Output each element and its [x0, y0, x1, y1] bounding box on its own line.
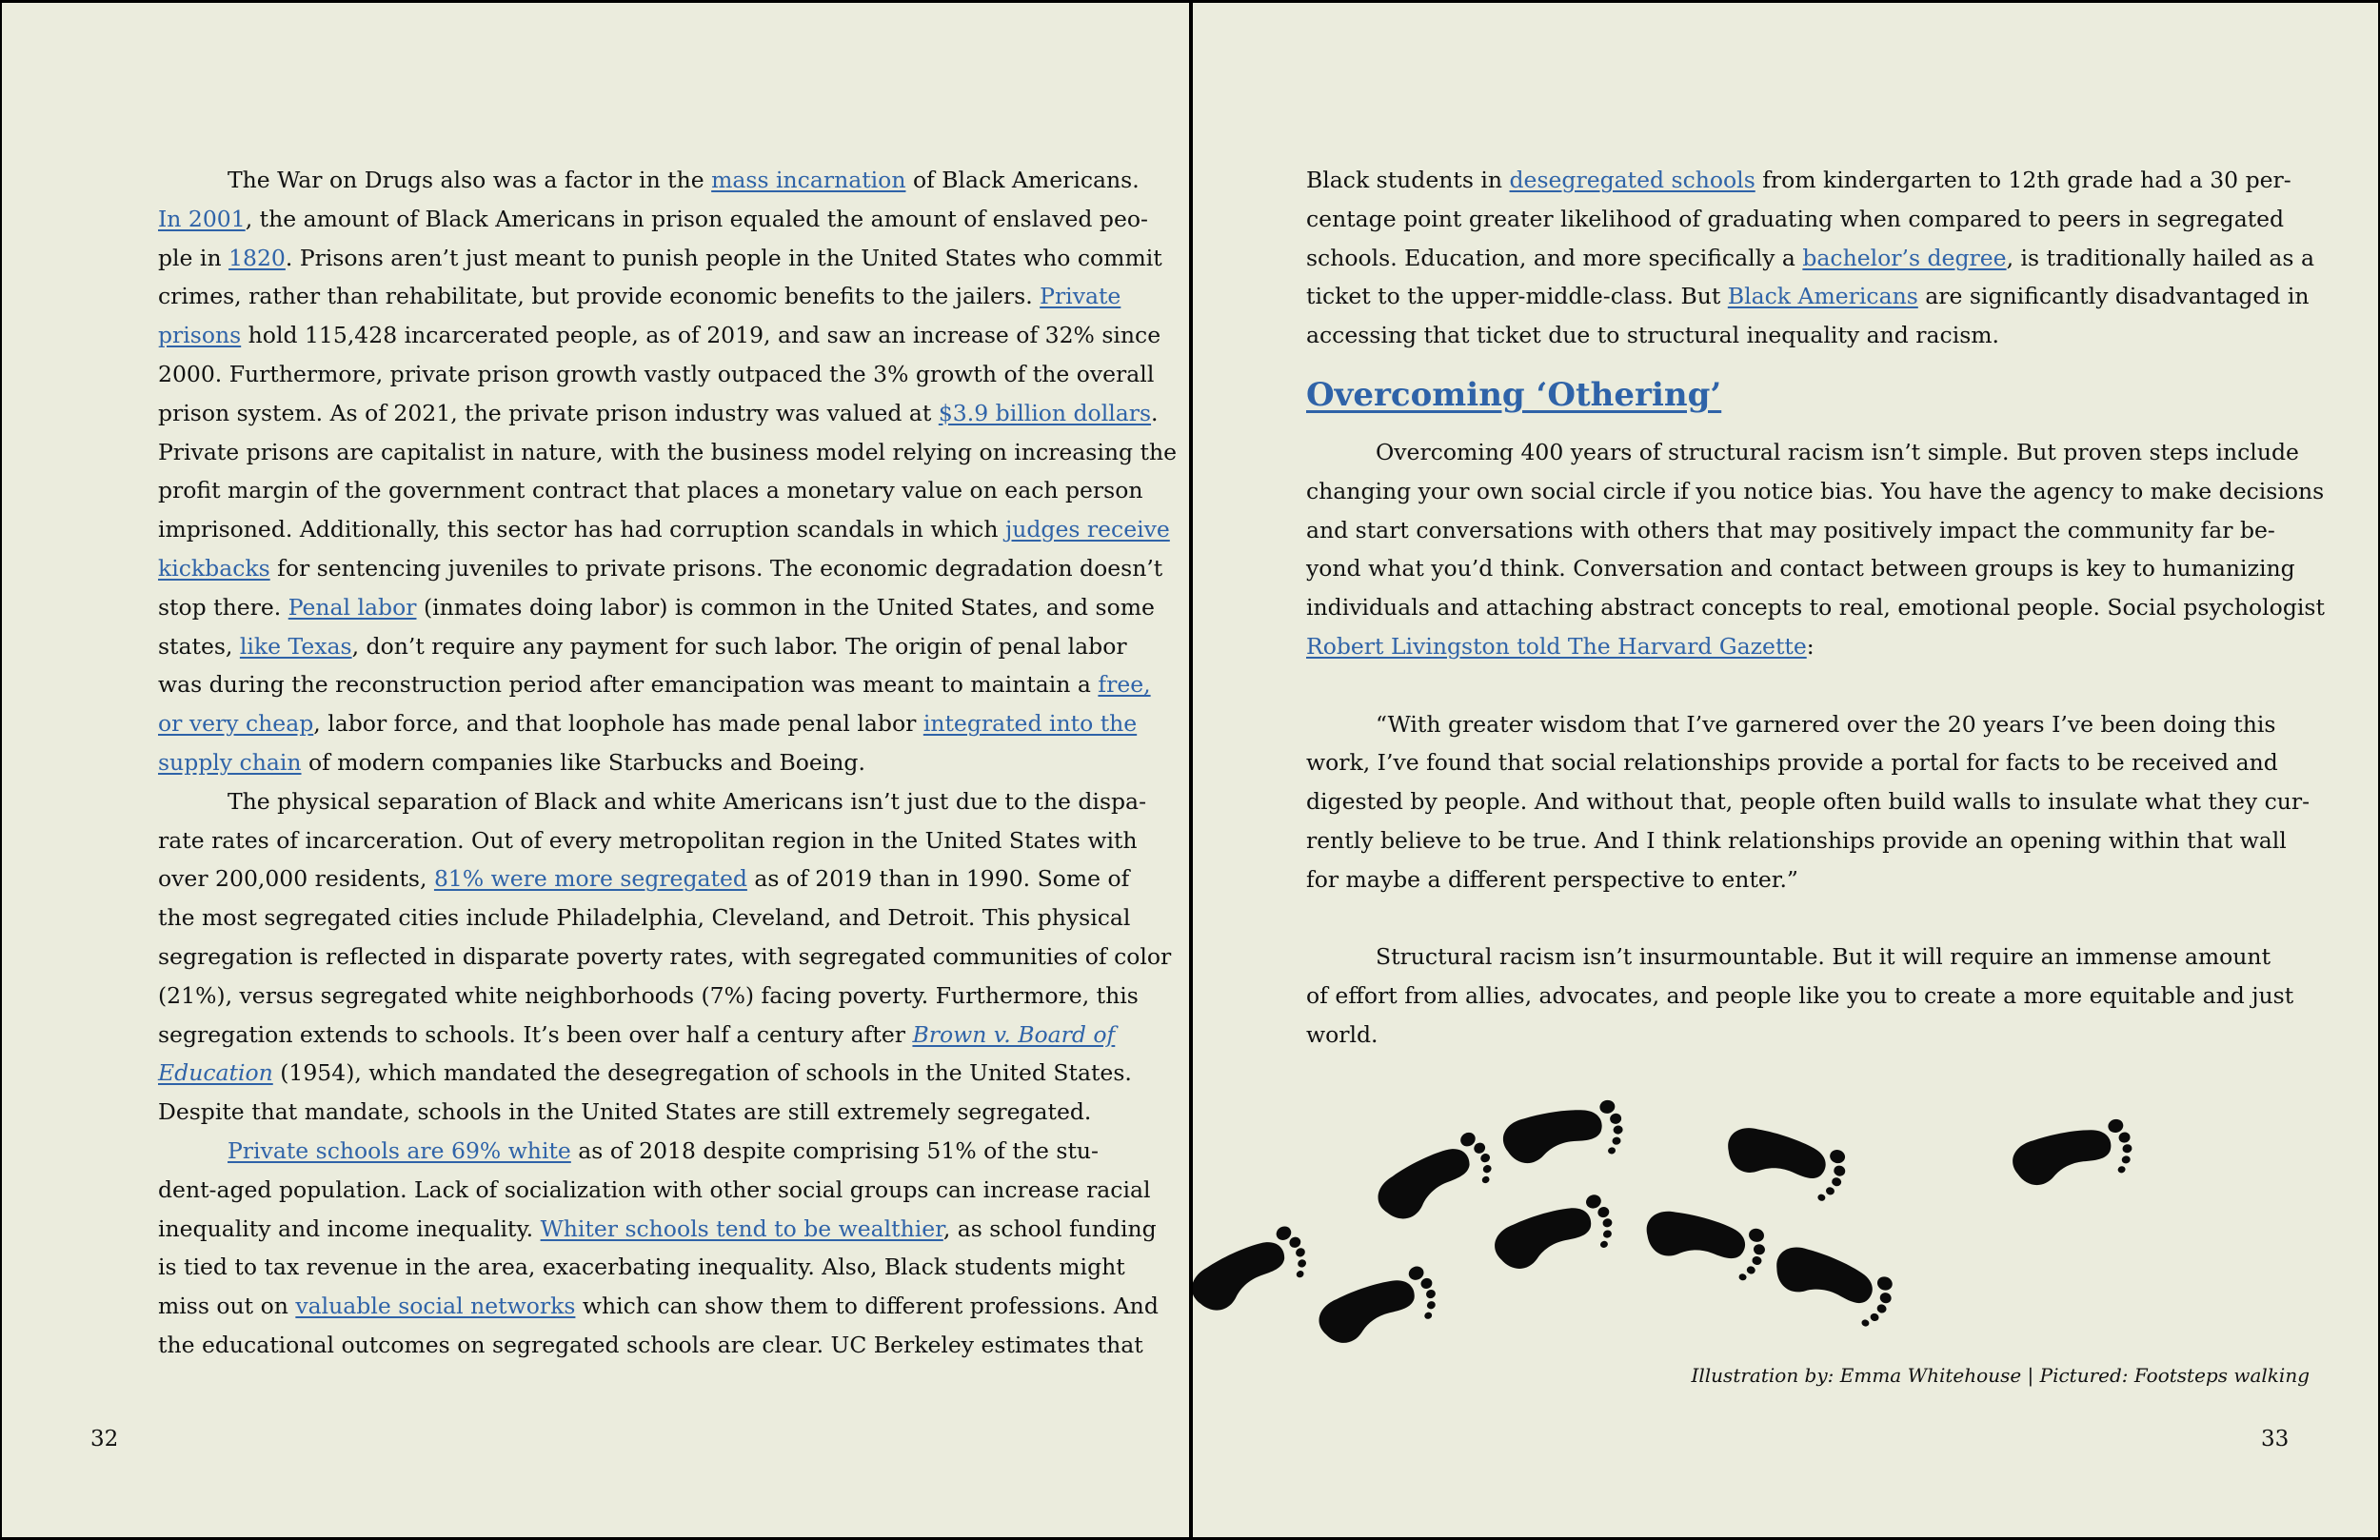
text-run: centage point greater likelihood of graduating when compared to peers in segregated — [1306, 205, 2285, 232]
text-line — [158, 316, 1161, 355]
hyperlink[interactable]: supply chain — [158, 748, 302, 776]
text-line — [158, 898, 1131, 938]
text-run: is tied to tax revenue in the area, exacerbating inequality. Also, Black students might — [158, 1254, 1125, 1281]
hyperlink[interactable]: Brown v. Board of — [912, 1020, 1116, 1048]
text-run: as of 2018 despite comprising 51% of the stu- — [570, 1136, 1099, 1164]
page-number-left: 32 — [90, 1427, 119, 1451]
text-line — [158, 239, 1162, 278]
section-heading[interactable]: Overcoming ‘Othering’ — [1306, 375, 1722, 414]
text-line — [158, 938, 1172, 977]
hyperlink[interactable]: Whiter schools tend to be wealthier — [540, 1214, 943, 1242]
text-line — [1306, 200, 2285, 239]
text-run: over 200,000 residents, — [158, 865, 434, 893]
text-run: , labor force, and that loophole has made penal labor — [313, 710, 923, 738]
text-line — [1306, 433, 2299, 472]
text-line — [1306, 705, 2276, 744]
text-line — [158, 355, 1155, 394]
text-line — [1306, 938, 2271, 977]
intro-paragraph — [1306, 161, 2314, 355]
footprints-icon — [1193, 1097, 2378, 1364]
text-run: rate rates of incarceration. Out of every metropolitan region in the United States with — [158, 826, 1138, 854]
text-run: Black students in — [1306, 167, 1510, 193]
text-run: work, I’ve found that social relationships provide a portal for facts to be received and — [1306, 749, 2278, 777]
text-line — [158, 1171, 1151, 1210]
text-run: prison system. As of 2021, the private prison industry was valued at — [158, 399, 939, 426]
text-run: ticket to the upper-middle-class. But — [1306, 283, 1728, 310]
text-run: and start conversations with others that may positively impact the community far be- — [1306, 516, 2275, 543]
text-line — [1306, 161, 2291, 200]
text-run: world. — [1306, 1020, 1378, 1048]
hyperlink[interactable]: Private schools are 69% white — [228, 1136, 571, 1164]
text-line — [158, 1248, 1125, 1287]
paragraph-gap — [1306, 666, 2234, 705]
hyperlink[interactable]: mass incarnation — [711, 167, 906, 193]
text-line — [1306, 860, 2234, 899]
hyperlink[interactable]: bachelor’s degree — [1802, 244, 2007, 271]
text-line — [1306, 277, 2310, 316]
text-line — [158, 821, 1138, 860]
section-body — [1306, 433, 2325, 1055]
text-line — [158, 665, 1151, 704]
text-run: Overcoming 400 years of structural racism isn’t simple. But proven steps include — [1376, 438, 2299, 465]
text-run: the most segregated cities include Philadelphia, Cleveland, and Detroit. This physical — [158, 904, 1131, 932]
illustration-caption: Illustration by: Emma Whitehouse | Pictured: Footsteps walking — [1691, 1364, 2310, 1387]
text-run: digested by people. And without that, people often build walls to insulate what they cur- — [1306, 788, 2311, 816]
text-run: are significantly disadvantaged in — [1917, 283, 2310, 310]
text-line — [158, 1093, 1092, 1132]
text-run: rently believe to be true. And I think relationships provide an opening within that wall — [1306, 826, 2287, 854]
text-run: hold 115,428 incarcerated people, as of 2019, and saw an increase of 32% since — [241, 322, 1161, 349]
text-line — [1306, 1016, 2234, 1055]
text-run: crimes, rather than rehabilitate, but provide economic benefits to the jailers. — [158, 283, 1041, 310]
text-run: accessing that ticket due to structural inequality and racism. — [1306, 322, 2000, 349]
text-run: which can show them to different professions. And — [575, 1293, 1159, 1320]
left-page — [2, 3, 1189, 1537]
text-run: yond what you’d think. Conversation and contact between groups is key to humanizing — [1306, 555, 2295, 582]
text-run: segregation extends to schools. It’s been over half a century after — [158, 1020, 913, 1048]
text-line — [1306, 239, 2314, 278]
text-run: (1954), which mandated the desegregation of schools in the United States. — [272, 1059, 1132, 1087]
text-run: , as school funding — [942, 1214, 1157, 1242]
hyperlink[interactable]: integrated into the — [922, 710, 1138, 738]
hyperlink[interactable]: prisons — [158, 322, 242, 349]
text-run: profit margin of the government contract that places a monetary value on each person — [158, 477, 1143, 504]
text-line — [158, 1054, 1132, 1093]
text-line — [158, 859, 1130, 898]
text-run: ple in — [158, 244, 229, 271]
text-line — [158, 1210, 1157, 1249]
text-run: states, — [158, 632, 240, 660]
text-line — [158, 277, 1121, 316]
text-run: of Black Americans. — [905, 167, 1140, 193]
text-run: for sentencing juveniles to private prisons. The economic degradation doesn’t — [269, 554, 1163, 582]
text-run: for maybe a different perspective to enter.” — [1306, 865, 1798, 893]
text-line — [158, 1132, 1099, 1171]
text-run: . — [1151, 399, 1159, 426]
text-line — [158, 1016, 1116, 1055]
hyperlink[interactable]: Robert Livingston told The Harvard Gazette — [1306, 632, 1807, 660]
text-line — [158, 627, 1127, 666]
text-line — [158, 161, 1140, 200]
text-line — [1306, 511, 2275, 550]
text-run: The War on Drugs also was a factor in the — [228, 167, 712, 193]
text-run: of effort from allies, advocates, and people like you to create a more equitable and just — [1306, 982, 2294, 1010]
text-run: “With greater wisdom that I’ve garnered over the 20 years I’ve been doing this — [1376, 710, 2276, 738]
hyperlink[interactable]: valuable social networks — [295, 1293, 576, 1320]
text-line — [1306, 821, 2287, 860]
text-line — [1306, 627, 2234, 666]
text-run: changing your own social circle if you notice bias. You have the agency to make decisions — [1306, 477, 2325, 504]
left-page-text — [158, 161, 1177, 1365]
text-run: 2000. Furthermore, private prison growth vastly outpaced the 3% growth of the overall — [158, 360, 1155, 387]
text-run: dent-aged population. Lack of socialization with other social groups can increase racial — [158, 1175, 1151, 1203]
text-run: imprisoned. Additionally, this sector has had corruption scandals in which — [158, 516, 1005, 543]
hyperlink[interactable]: Private — [1040, 283, 1121, 310]
text-line — [158, 977, 1139, 1016]
text-line — [1306, 549, 2295, 588]
text-run: inequality and income inequality. — [158, 1214, 541, 1242]
text-line — [158, 549, 1163, 588]
text-run: : — [1806, 632, 1815, 660]
text-run: of modern companies like Starbucks and Boeing. — [301, 748, 865, 776]
hyperlink[interactable]: Education — [158, 1059, 273, 1087]
text-run: (inmates doing labor) is common in the United States, and some — [416, 593, 1155, 621]
page-number-right: 33 — [2261, 1427, 2290, 1451]
hyperlink[interactable]: Black Americans — [1727, 283, 1918, 310]
hyperlink[interactable]: desegregated schools — [1509, 167, 1755, 193]
hyperlink[interactable]: like Texas — [239, 632, 352, 660]
text-run: was during the reconstruction period after emancipation was meant to maintain a — [158, 671, 1099, 699]
text-line — [1306, 977, 2294, 1016]
text-run: Private prisons are capitalist in nature, with the business model relying on increasing the — [158, 438, 1177, 465]
text-run: (21%), versus segregated white neighborhoods (7%) facing poverty. Furthermore, this — [158, 981, 1139, 1009]
hyperlink[interactable]: free, — [1098, 671, 1151, 699]
text-run: individuals and attaching abstract concepts to real, emotional people. Social psychologist — [1306, 594, 2325, 622]
right-page — [1193, 3, 2378, 1537]
hyperlink[interactable]: judges receive — [1004, 516, 1170, 543]
text-line — [158, 588, 1155, 627]
text-run: miss out on — [158, 1293, 296, 1320]
text-run: the educational outcomes on segregated schools are clear. UC Berkeley estimates that — [158, 1331, 1143, 1358]
text-line — [158, 704, 1138, 743]
text-line — [158, 1326, 1143, 1365]
text-line — [1306, 472, 2325, 511]
text-run: , the amount of Black Americans in prison equaled the amount of enslaved peo- — [245, 205, 1148, 232]
hyperlink[interactable]: In 2001 — [158, 205, 246, 232]
text-line — [1306, 782, 2311, 821]
text-run: The physical separation of Black and white Americans isn’t just due to the dispa- — [228, 787, 1147, 815]
text-run: as of 2019 than in 1990. Some of — [746, 865, 1130, 893]
paragraph-gap — [1306, 899, 2234, 938]
text-line — [158, 200, 1148, 239]
text-line — [158, 510, 1170, 549]
text-line — [1306, 316, 2234, 355]
hyperlink[interactable]: 81% were more segregated — [433, 865, 747, 893]
text-line — [1306, 743, 2278, 782]
text-run: segregation is reflected in disparate poverty rates, with segregated communities of color — [158, 942, 1172, 970]
text-run: Despite that mandate, schools in the United States are still extremely segregated. — [158, 1098, 1092, 1126]
text-run: . Prisons aren’t just meant to punish people in the United States who commit — [285, 244, 1162, 271]
hyperlink[interactable]: Penal labor — [288, 593, 417, 621]
text-line — [158, 433, 1177, 472]
text-line — [158, 743, 1081, 782]
hyperlink[interactable]: 1820 — [228, 244, 286, 271]
text-run: Structural racism isn’t insurmountable. But it will require an immense amount — [1376, 943, 2271, 971]
text-run: , don’t require any payment for such labor. The origin of penal labor — [351, 632, 1127, 660]
text-line — [158, 471, 1143, 510]
hyperlink[interactable]: kickbacks — [158, 554, 270, 582]
text-run: schools. Education, and more specifically a — [1306, 244, 1803, 271]
text-run: , is traditionally hailed as a — [2006, 244, 2314, 271]
text-run: from kindergarten to 12th grade had a 30 per- — [1755, 167, 2291, 193]
hyperlink[interactable]: or very cheap — [158, 710, 314, 738]
text-line — [1306, 588, 2325, 627]
text-line — [158, 1287, 1159, 1326]
text-line — [158, 394, 1159, 433]
right-page-text — [1306, 161, 2325, 1055]
text-line — [158, 782, 1147, 821]
hyperlink[interactable]: $3.9 billion dollars — [938, 399, 1152, 426]
text-run: stop there. — [158, 593, 288, 621]
